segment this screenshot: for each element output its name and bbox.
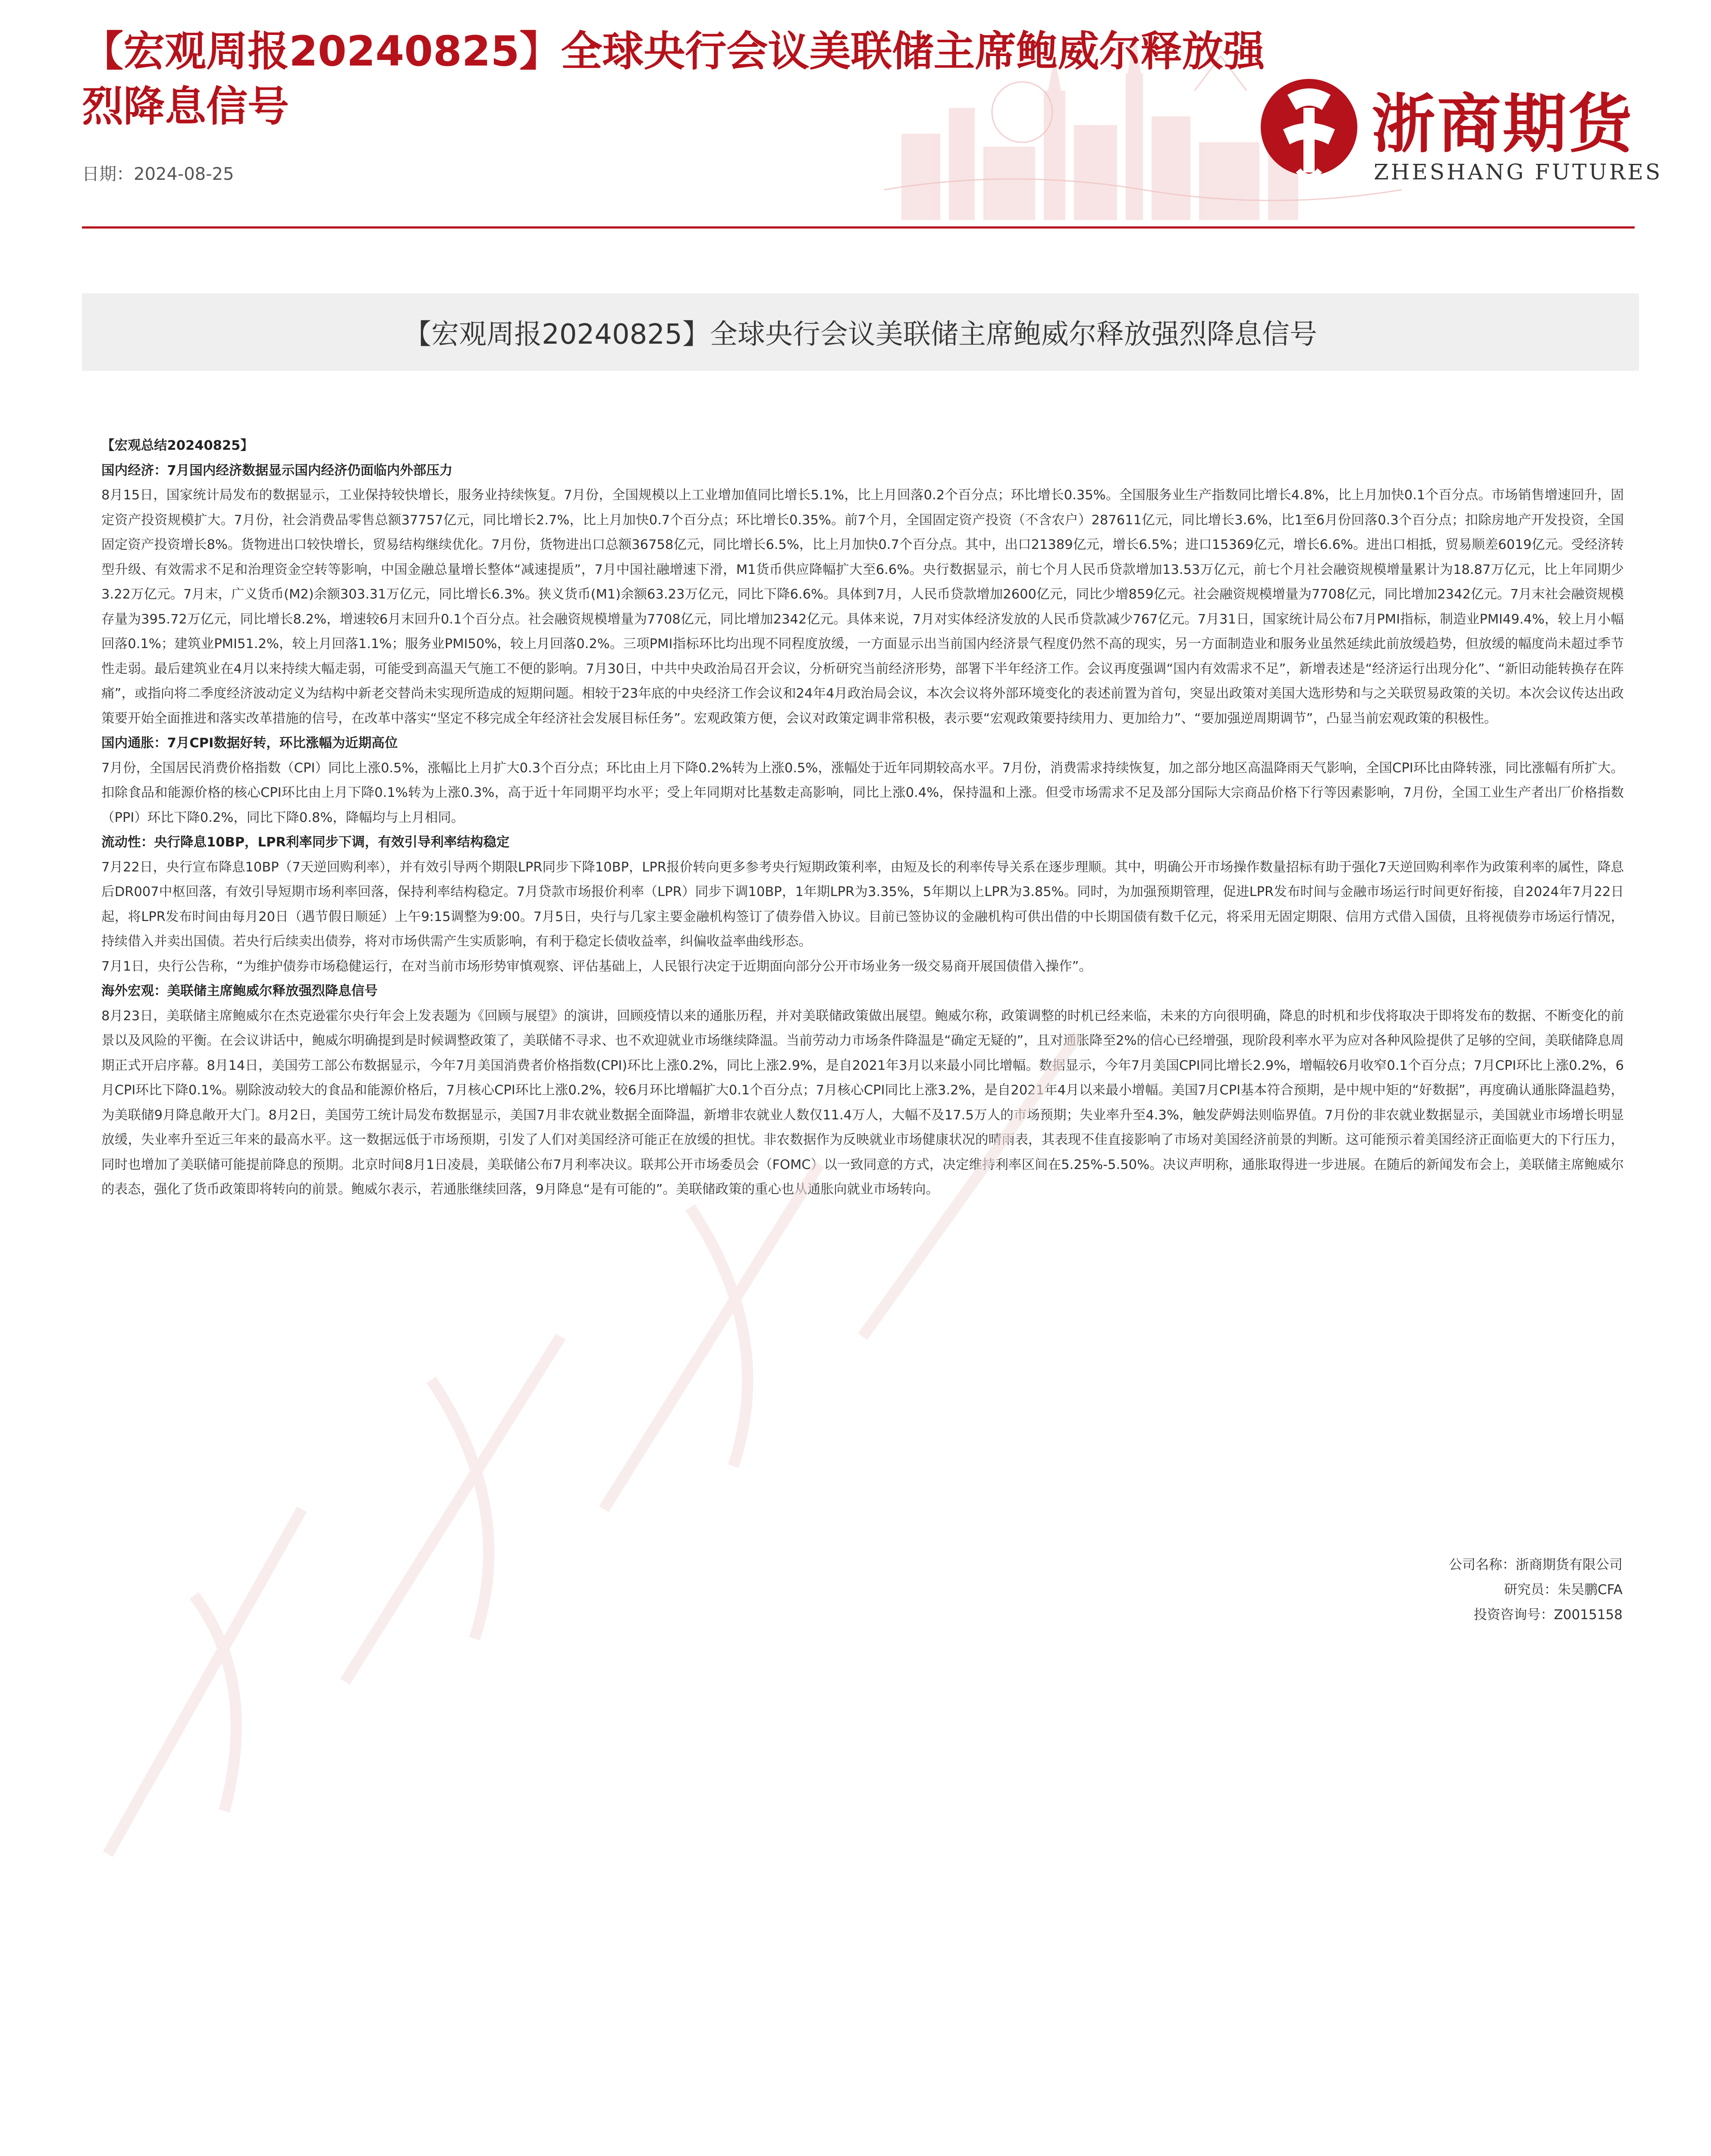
section-text-liquidity-notice: 7月1日，央行公告称，“为维护债券市场稳健运行，在对当前市场形势审慎观察、评估基础上，人民银行决定于近期面向部分公开市场业务一级交易商开展国债借入操作”。 — [101, 959, 1092, 974]
section-heading-domestic-economy: 国内经济：7月国内经济数据显示国内经济仍面临内外部压力 — [101, 463, 453, 478]
section-text-inflation: 7月份，全国居民消费价格指数（CPI）同比上涨0.5%，涨幅比上月扩大0.3个百分点；环比由上月下降0.2%转为上涨0.5%，涨幅处于近年同期较高水平。7月份，消费需求持续恢复，加之部分地区高温降雨天气影响，全国CPI环比由降转涨，同比涨幅有所扩大。扣除食品和能源价格的核心CPI环比由上月下降0.1%转为上涨0.3%，高于近十年同期平均水平；受上年同期对比基数走高影响，同比上涨0.4%，保持温和上涨。但受市场需求不足及部分国际大宗商品价格下行等因素影响，7月份，全国工业生产者出厂价格指数（PPI）环比下降0.2%，同比下降0.8%，降幅均与上月相同。 — [101, 760, 1624, 825]
section-text-liquidity: 7月22日，央行宣布降息10BP（7天逆回购利率），并有效引导两个期限LPR同步下降10BP，LPR报价转向更多参考央行短期政策利率，由短及长的利率传导关系在逐步理顺。其中，明确公开市场操作数量招标有助于强化7天逆回购利率作为政策利率的属性，降息后DR007中枢回落，有效引导短期市场利率回落，保持利率结构稳定。7月贷款市场报价利率（LPR）同步下调10BP，1年期LPR为3.35%，5年期以上LPR为3.85%。同时，为加强预期管理，促进LPR发布时间与金融市场运行时间更好衔接，自2024年7月22日起，将LPR发布时间由每月20日（遇节假日顺延）上午9:15调整为9:00。7月5日，央行与几家主要金融机构签订了债券借入协议。目前已签协议的金融机构可供出借的中长期国债有数千亿元，将采用无固定期限、信用方式借入国债，且将视债券市场运行情况，持续借入并卖出国债。若央行后续卖出债券，将对市场供需产生实质影响，有利于稳定长债收益率，纠偏收益率曲线形态。 — [101, 859, 1624, 949]
header-divider — [82, 226, 1635, 229]
brand-name-en: ZHESHANG FUTURES — [1374, 160, 1663, 185]
report-date: 日期：2024-08-25 — [82, 164, 234, 184]
section-text-overseas: 8月23日，美联储主席鲍威尔在杰克逊霍尔央行年会上发表题为《回顾与展望》的演讲，回顾疫情以来的通胀历程，并对美联储政策做出展望。鲍威尔称，政策调整的时机已经来临，未来的方向很明确，降息的时机和步伐将取决于即将发布的数据、不断变化的前景以及风险的平衡。在会议讲话中，鲍威尔明确提到是时候调整政策了，美联储不寻求、也不欢迎就业市场继续降温。当前劳动力市场条件降温是“确定无疑的”，且对通胀降至2%的信心已经增强，现阶段利率水平为应对各种风险提供了足够的空间，美联储降息周期正式开启序幕。8月14日，美国劳工部公布数据显示，今年7月美国消费者价格指数(CPI)环比上涨0.2%，同比上涨2.9%，是自2021年3月以来最小同比增幅。数据显示，今年7月美国CPI同比增长2.9%，增幅较6月收窄0.1个百分点；7月CPI环比上涨0.2%，6月CPI环比下降0.1%。剔除波动较大的食品和能源价格后，7月核心CPI环比上涨0.2%，较6月环比增幅扩大0.1个百分点；7月核心CPI同比上涨3.2%，是自2021年4月以来最小增幅。美国7月CPI基本符合预期，是中规中矩的“好数据”，再度确认通胀降温趋势，为美联储9月降息敞开大门。8月2日，美国劳工统计局发布数据显示，美国7月非农就业数据全面降温，新增非农就业人数仅11.4万人，大幅不及17.5万人的市场预期；失业率升至4.3%，触发萨姆法则临界值。7月份的非农就业数据显示，美国就业市场增长明显放缓，失业率升至近三年来的最高水平。这一数据远低于市场预期，引发了人们对美国经济可能正在放缓的担忧。非农数据作为反映就业市场健康状况的晴雨表，其表现不佳直接影响了市场对美国经济前景的判断。这可能预示着美国经济正面临更大的下行压力，同时也增加了美联储可能提前降息的预期。北京时间8月1日凌晨，美联储公布7月利率决议。联邦公开市场委员会（FOMC）以一致同意的方式，决定维持利率区间在5.25%-5.50%。决议声明称，通胀取得进一步进展。在随后的新闻发布会上，美联储主席鲍威尔的表态，强化了货币政策即将转向的前景。鲍威尔表示，若通胀继续回落，9月降息“是有可能的”。美联储政策的重心也从通胀向就业市场转向。 — [101, 1008, 1624, 1197]
brand-name-cn: 浙商期货 — [1372, 87, 1634, 161]
document-title: 【宏观周报20240825】全球央行会议美联储主席鲍威尔释放强烈降息信号 — [82, 27, 1265, 131]
banner-title: 【宏观周报20240825】全球央行会议美联储主席鲍威尔释放强烈降息信号 — [404, 319, 1317, 351]
author-signature — [1449, 1552, 1623, 1627]
summary-label: 【宏观总结20240825】 — [101, 438, 254, 453]
section-heading-liquidity: 流动性：央行降息10BP，LPR利率同步下调，有效引导利率结构稳定 — [101, 835, 510, 850]
license-number: 投资咨询号：Z0015158 — [1473, 1607, 1623, 1623]
section-text-domestic-economy: 8月15日，国家统计局发布的数据显示，工业保持较快增长，服务业持续恢复。7月份，全国规模以上工业增加值同比增长5.1%，比上月回落0.2个百分点；环比增长0.35%。全国服务业生产指数同比增长4.8%，比上月加快0.1个百分点。市场销售增速回升，固定资产投资规模扩大。7月份，社会消费品零售总额37757亿元，同比增长2.7%，比上月加快0.7个百分点；环比增长0.35%。前7个月，全国固定资产投资（不含农户）287611亿元，同比增长3.6%，比1至6月份回落0.3个百分点；扣除房地产开发投资，全国固定资产投资增长8%。货物进出口较快增长，贸易结构继续优化。7月份，货物进出口总额36758亿元，同比增长6.5%，比上月加快0.7个百分点。其中，出口21389亿元，增长6.5%；进口15369亿元，增长6.6%。进出口相抵，贸易顺差6019亿元。受经济转型升级、有效需求不足和治理资金空转等影响，中国金融总量增长整体“减速提质”，7月中国社融增速下滑，M1货币供应降幅扩大至6.6%。央行数据显示，前七个月人民币贷款增加13.53万亿元，前七个月社会融资规模增量累计为18.87万亿元，比上年同期少3.22万亿元。7月末，广义货币(M2)余额303.31万亿元，同比增长6.3%。狭义货币(M1)余额63.23万亿元，同比下降6.6%。具体到7月，人民币贷款增加2600亿元，同比少增859亿元。社会融资规模增量为7708亿元，同比增加2342亿元。7月末社会融资规模存量为395.72万亿元，同比增长8.2%，增速较6月末回升0.1个百分点。社会融资规模增量为7708亿元，同比增加2342亿元。具体来说，7月对实体经济发放的人民币贷款减少767亿元。7月31日，国家统计局公布7月PMI指标，制造业PMI49.4%，较上月小幅回落0.1%；建筑业PMI51.2%，较上月回落1.1%；服务业PMI50%，较上月回落0.2%。三项PMI指标环比均出现不同程度放缓，一方面显示出当前国内经济景气程度仍然不高的现实，另一方面制造业和服务业虽然延续此前放缓趋势，但放缓的幅度尚未超过季节性走弱。最后建筑业在4月以来持续大幅走弱，可能受到高温天气施工不便的影响。7月30日，中共中央政治局召开会议，分析研究当前经济形势，部署下半年经济工作。会议再度强调“国内有效需求不足”，新增表述是“经济运行出现分化”、“新旧动能转换存在阵痛”，或指向将二季度经济波动定义为结构中新老交替尚未实现所造成的短期问题。相较于23年底的中央经济工作会议和24年4月政治局会议，本次会议将外部环境变化的表述前置为首句，突显出政策对美国大选形势和与之关联贸易政策的关切。本次会议传达出政策要开始全面推进和落实改革措施的信号，在改革中落实“坚定不移完成全年经济社会发展目标任务”。宏观政策方便，会议对政策定调非常积极，表示要“宏观政策要持续用力、更加给力”、“要加强逆周期调节”，凸显当前宏观政策的积极性。 — [101, 488, 1624, 726]
section-heading-overseas: 海外宏观：美联储主席鲍威尔释放强烈降息信号 — [101, 984, 378, 999]
researcher-name: 研究员：朱吴鹏CFA — [1504, 1582, 1623, 1598]
company-name: 公司名称：浙商期货有限公司 — [1449, 1557, 1623, 1573]
report-body — [101, 433, 1624, 1202]
title-banner — [82, 293, 1639, 371]
section-heading-inflation: 国内通胀：7月CPI数据好转，环比涨幅为近期高位 — [101, 736, 398, 751]
